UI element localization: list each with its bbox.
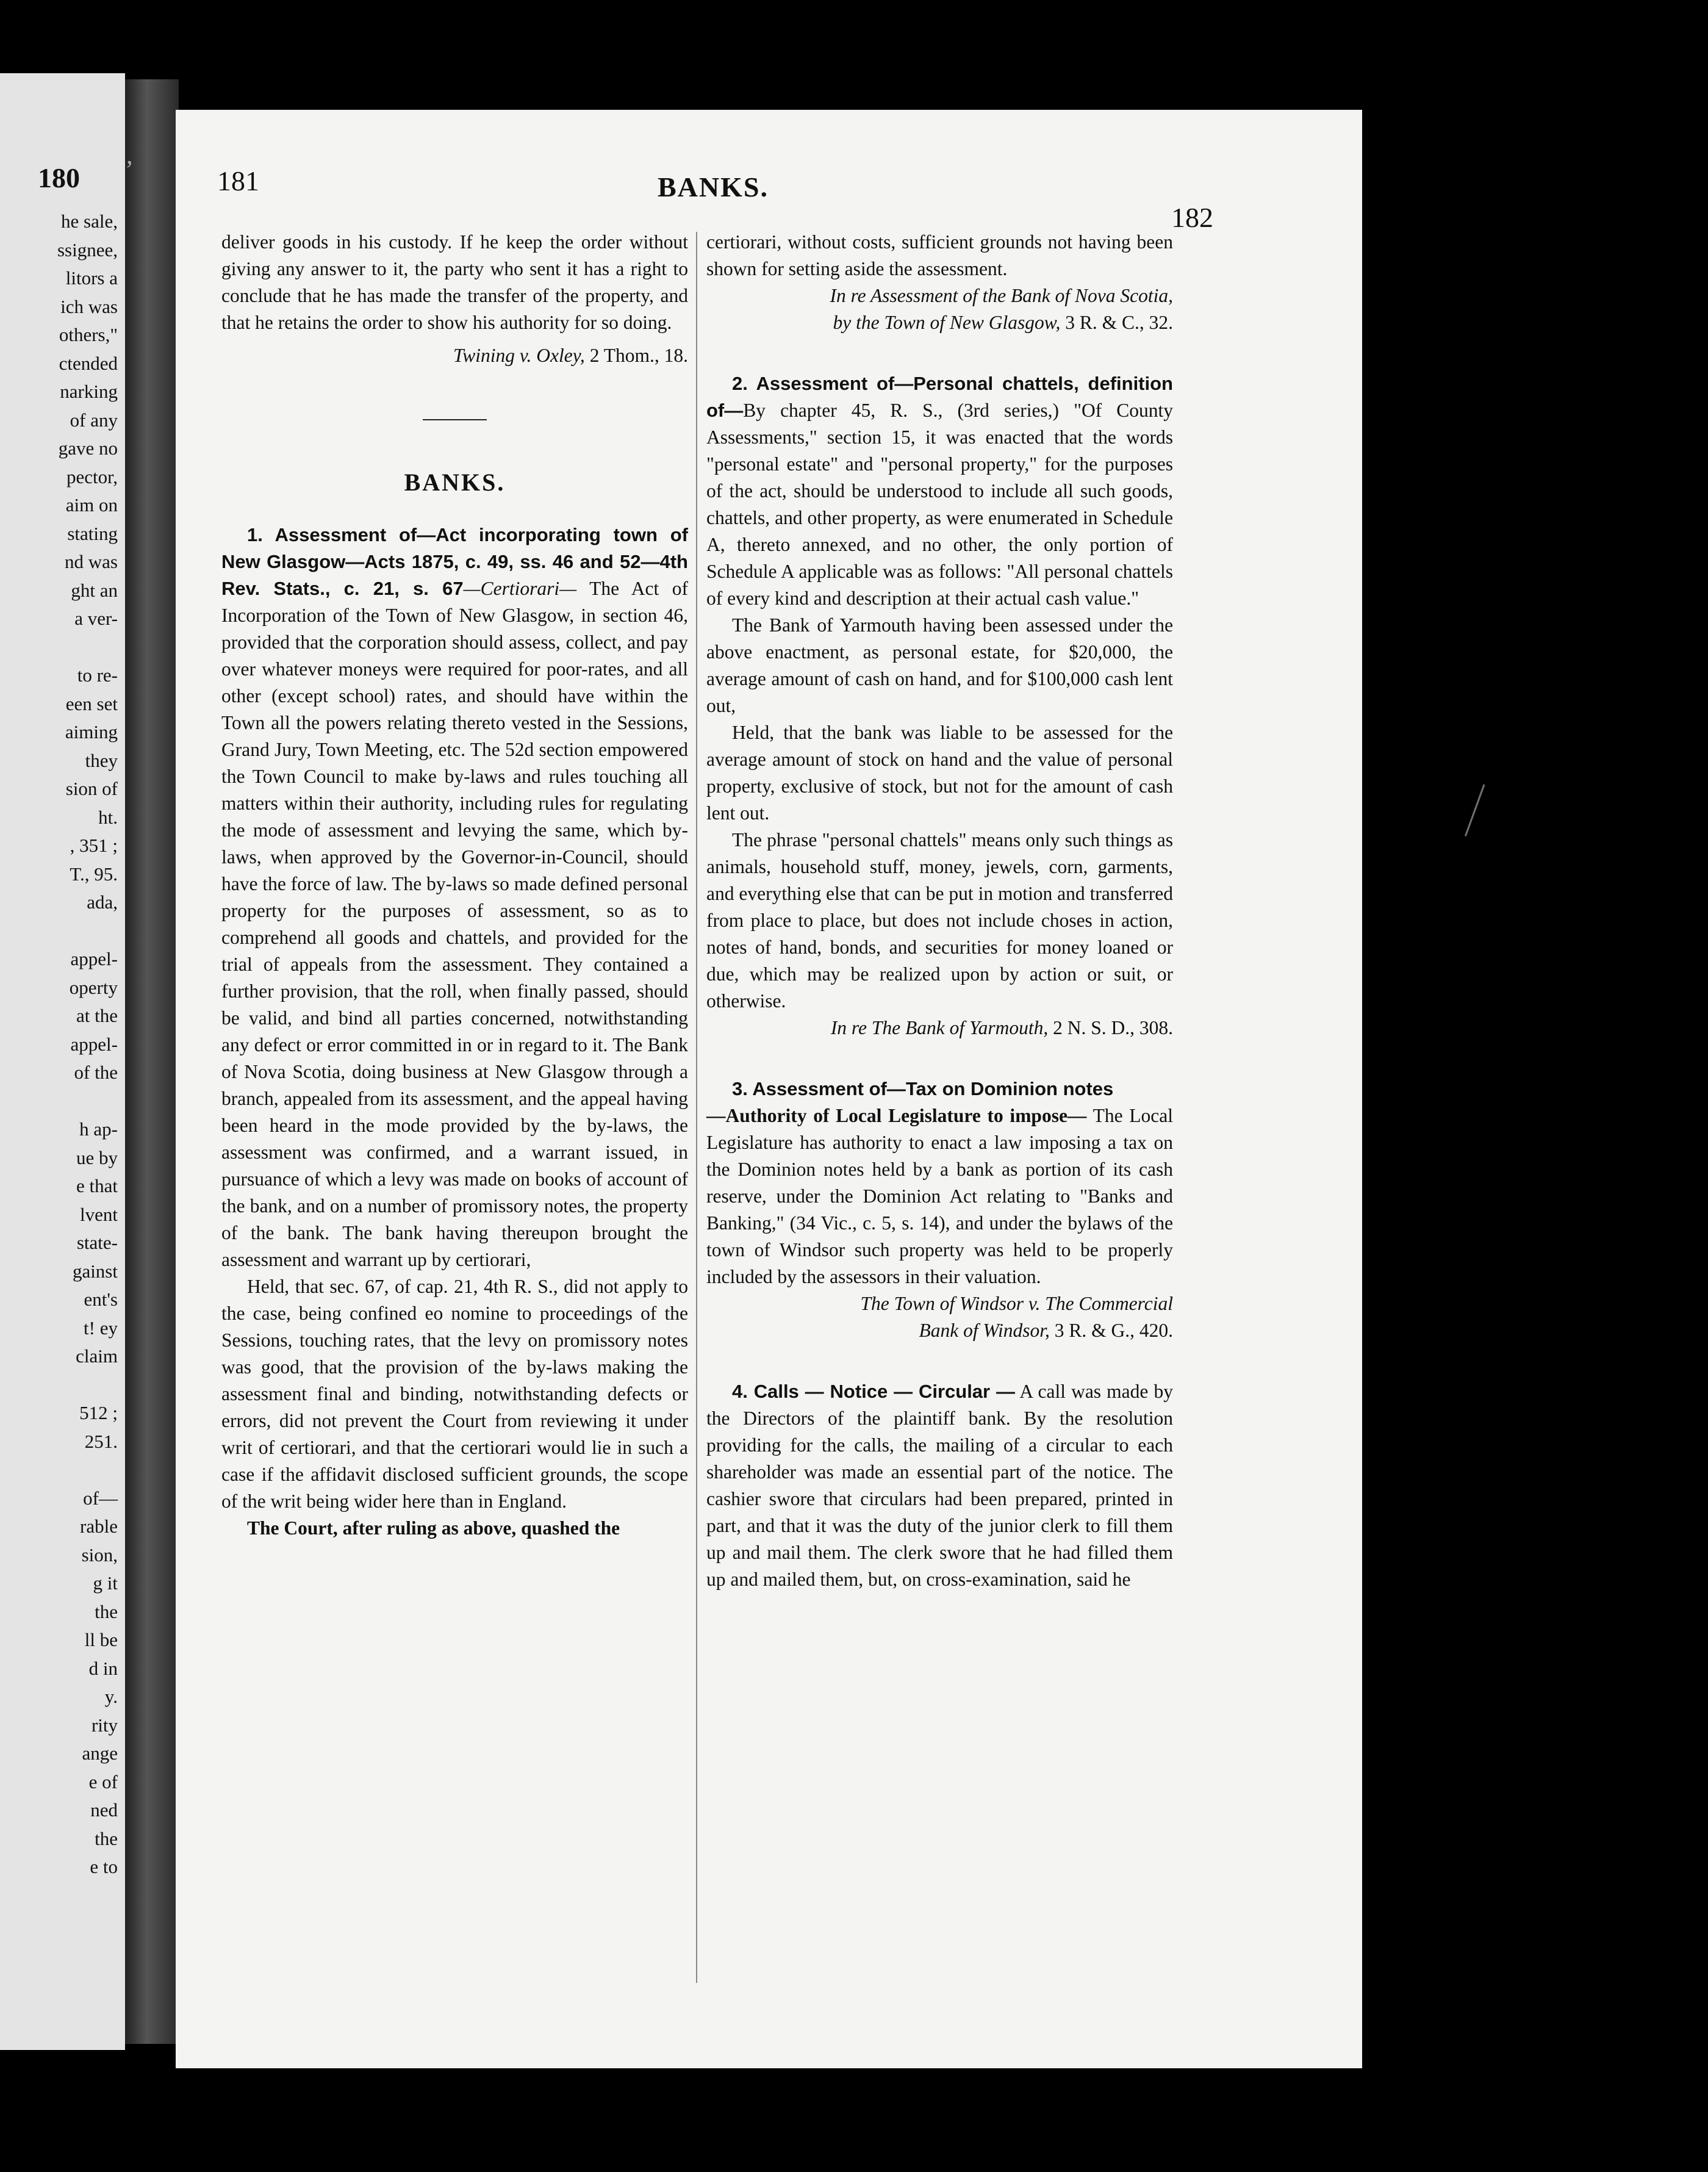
left-page-fragment: ue by	[76, 1146, 118, 1168]
left-page-fragment: stating	[67, 522, 118, 544]
entry-3-citation: The Town of Windsor v. The Commercial Bank of Windsor, 3 R. & G., 420.	[860, 1293, 1173, 1341]
left-page-fragment: ght an	[71, 579, 118, 601]
left-page-fragment: g it	[93, 1572, 118, 1594]
intro-paragraph: deliver goods in his custody. If he keep the order without giving any answer to it, the party who sent it has a right to conclude that he has made the transfer of the property, and that he retains the order to show his authority for so doing.	[221, 231, 688, 333]
entry-1-court: The Court, after ruling as above, quashed the	[247, 1517, 620, 1539]
left-page-fragment: ctended	[59, 352, 118, 374]
left-page-fragment: pector,	[66, 466, 118, 487]
left-page-fragment: aim on	[65, 494, 118, 516]
section-divider	[423, 419, 487, 420]
left-page-fragment: of—	[83, 1487, 118, 1509]
left-page-fragment: at the	[76, 1005, 118, 1026]
continued-citation: In re Assessment of the Bank of Nova Scotia, by the Town of New Glasgow, 3 R. & C., 32.	[830, 285, 1173, 333]
left-page-fragment: appel-	[70, 948, 118, 969]
entry-1-held: Held, that sec. 67, of cap. 21, 4th R. S., did not apply to the case, being confined eo nomine to proceedings of the Sessions, touching rates, that the levy on promissory notes was good, that the provision of the by-laws making the assessment final and binding, notwithstanding defects or errors, did not prevent the Court from reviewing it under writ of certiorari, and that the certiorari would lie in such a case if the affidavit disclosed sufficient grounds, the scope of the writ being wider here than in England.	[221, 1276, 688, 1512]
left-page-fragment: the	[95, 1827, 118, 1849]
left-page-fragment: lvent	[80, 1203, 118, 1225]
column-divider	[696, 232, 697, 1983]
entry-2-paragraph-2: The Bank of Yarmouth having been assessed under the above enactment, as personal estate, for $20,000, the average amount of cash on hand, and for $100,000 cash lent out,	[706, 614, 1173, 716]
left-page-number: 180	[38, 162, 80, 193]
entry-2-heading: 2. Assessment of—Personal chattels, definition of—	[706, 373, 1173, 421]
intro-citation: Twining v. Oxley, 2 Thom., 18.	[453, 345, 688, 366]
left-page-fragment: of the	[74, 1062, 118, 1083]
left-page-fragment: gave no	[58, 437, 118, 459]
entry-3-text: The Local Legislature has authority to enact a law imposing a tax on the Dominion notes held by a bank as portion of its cash reserve, under the Dominion Act relating to "Banks and Banking," (34 Vic., c. 5, s. 14), and under the bylaws of the town of Windsor such property was held to be properly included by the assessors in their valuation.	[706, 1105, 1173, 1287]
entry-2-held: Held, that the bank was liable to be assessed for the average amount of stock on hand and the value of personal property, exclusive of stock, but not for the amount of cash lent out.	[706, 722, 1173, 824]
left-page-fragment: sion,	[81, 1544, 118, 1566]
column-right	[706, 229, 1173, 1593]
left-page-fragment: of any	[70, 409, 118, 431]
left-page-fragment: e of	[88, 1771, 118, 1793]
entry-4	[706, 1378, 1173, 1593]
book-gutter	[125, 79, 179, 2044]
entry-3: 3. Assessment of—Tax on Dominion notes —Authority of Local Legislature to impose— The Local Legislature has authority to enact a law imposing a tax on the Dominion notes held by a bank as portion of its cash reserve, under the Dominion Act relating to "Banks and Banking," (34 Vic., c. 5, s. 14), and under the bylaws of the town of Windsor such property was held to be properly included by the assessors in their valuation.	[706, 1078, 1173, 1287]
left-page-fragment: 512 ;	[79, 1402, 118, 1423]
edge-scratch	[1465, 784, 1508, 844]
gutter-mark: ’	[125, 156, 134, 184]
left-page-fragment: e that	[76, 1175, 118, 1196]
left-page-fragment: ll be	[84, 1629, 118, 1650]
left-page-fragment: appel-	[70, 1033, 118, 1055]
section-title: BANKS.	[404, 469, 506, 496]
left-page-fragment: d in	[88, 1657, 118, 1679]
left-page-fragment: others,"	[59, 324, 118, 345]
facing-page-left	[0, 73, 125, 2050]
page-number-left: 181	[217, 165, 259, 196]
left-page-fragment: claim	[76, 1345, 118, 1367]
left-page-fragment: rable	[80, 1516, 118, 1537]
left-page-fragment: , 351 ;	[70, 835, 118, 856]
left-page-fragment: ssignee,	[57, 239, 118, 261]
left-page-fragment: operty	[69, 976, 118, 998]
running-title: BANKS.	[658, 171, 769, 203]
left-page-fragment: sion of	[65, 778, 118, 799]
left-page-fragment: litors a	[65, 267, 118, 289]
continued-text: certiorari, without costs, sufficient grounds not having been shown for setting aside the assessment.	[706, 231, 1173, 279]
left-page-fragment: they	[85, 749, 118, 771]
left-page-fragment: gainst	[72, 1260, 118, 1282]
left-page-fragment: aiming	[65, 721, 118, 743]
left-page-fragment: the	[95, 1600, 118, 1622]
left-page-fragment: e to	[90, 1856, 118, 1877]
left-page-fragment: state-	[76, 1232, 118, 1253]
left-page-fragment: h ap-	[79, 1118, 118, 1140]
entry-1-text: The Act of Incorporation of the Town of New Glasgow, in section 46, provided that the corporation should assess, collect, and pay over whatever moneys were required for poor-rates, and all other (except school) rates, and should have within the Town all the powers relating thereto vested in the Sessions, Grand Jury, Town Meeting, etc. The 52d section empowered the Town Council to make by-laws and rules touching all matters within their authority, including rules for regulating the mode of assessment and levying the same, which by-laws, when approved by the Governor-in-Council, should have the force of law. The by-laws so made defined personal property for the purposes of assessment, so as to comprehend all goods and chattels, and provided for the trial of appeals from the assessment. They contained a further provision, that the roll, when finally passed, should be valid, and bind all parties concerned, notwithstanding any defect or error committed in or in regard to it. The Bank of Nova Scotia, doing business at New Glasgow through a branch, appealed from its assessment, and the appeal having been heard in the mode provided by the by-laws, the assessment was confirmed, and a warrant issued, in pursuance of which a levy was made on books of account of the bank, and on a number of promissory notes, the property of the bank. The bank having thereupon brought the assessment and warrant up by certiorari,	[221, 578, 688, 1270]
entry-3-heading: 3. Assessment of—Tax on Dominion notes	[732, 1078, 1114, 1099]
left-page-fragment: ent's	[84, 1289, 118, 1310]
entry-4-text: A call was made by the Directors of the plaintiff bank. By the resolution providing for the calls, the mailing of a circular to each shareholder was made an essential part of the notice. The cashier swore that circulars had been prepared, printed in part, and that it was the duty of the junior clerk to fill them up and mail them. The clerk swore that he had filled them up and mailed them, but, on cross-examination, said he	[706, 1381, 1173, 1590]
left-page-fragment: to re-	[77, 664, 118, 686]
main-page	[176, 110, 1362, 2068]
left-page-fragment: ada,	[87, 891, 118, 913]
entry-2-citation: In re The Bank of Yarmouth, 2 N. S. D., 308.	[830, 1017, 1173, 1038]
entry-4-heading: 4. Calls — Notice — Circular —	[732, 1381, 1015, 1402]
left-page-fragment: ange	[82, 1742, 118, 1764]
page-number-right: 182	[1171, 202, 1213, 233]
left-page-fragment: 251.	[84, 1430, 118, 1452]
column-left	[221, 229, 688, 1542]
left-page-fragment: een set	[65, 692, 118, 714]
left-page-fragment: t! ey	[84, 1317, 118, 1339]
left-page-fragment: he sale,	[61, 210, 118, 232]
left-page-fragment: y.	[104, 1686, 118, 1707]
left-page-fragment: T., 95.	[70, 863, 118, 885]
left-page-fragment: ht.	[98, 806, 118, 828]
entry-2-paragraph-3: The phrase "personal chattels" means only such things as animals, household stuff, money, jewels, corn, garments, and everything else that can be put in motion and transferred from place to place, but does not include choses in action, notes of hand, bonds, and securities for money loaned or due, which may be realized upon by action or suit, or otherwise.	[706, 829, 1173, 1012]
left-page-fragment: narking	[60, 381, 118, 402]
left-page-fragment: ned	[90, 1799, 118, 1821]
entry-2: 2. Assessment of—Personal chattels, definition of—By chapter 45, R. S., (3rd series,) "Of County Assessments," section 15, it was enacted that the words "personal estate" and "personal property," for the purposes of the act, should be understood to include all such goods, chattels, and other property, as were enumerated in Schedule A, thereto annexed, and no other, the only portion of Schedule A applicable was as follows: "All personal chattels of every kind and description at their actual cash value."	[706, 373, 1173, 609]
left-page-fragment: nd was	[65, 551, 118, 572]
left-page-fragment: rity	[91, 1714, 118, 1736]
left-page-fragment: ich was	[60, 295, 118, 317]
left-page-fragment: a ver-	[74, 608, 118, 629]
entry-1: 1. Assessment of—Act incorporating town of New Glasgow—Acts 1875, c. 49, ss. 46 and 52—4th Rev. Stats., c. 21, s. 67—Certiorari— The Act of Incorporation of the Town of New Glasgow, in section 46, provided that the corporation should assess, collect, and pay over whatever moneys were required for poor-rates, and all other (except school) rates, and should have within the Town all the powers relating thereto vested in the Sessions, Grand Jury, Town Meeting, etc. The 52d section empowered the Town Council to make by-laws and rules touching all matters within their authority, including rules for regulating the mode of assessment and levying the same, which by-laws, when approved by the Governor-in-Council, should have the force of law. The by-laws so made defined personal property for the purposes of assessment, so as to comprehend all goods and chattels, and provided for the trial of appeals from the assessment. They contained a further provision, that the roll, when finally passed, should be valid, and bind all parties concerned, notwithstanding any defect or error committed in or in regard to it. The Bank of Nova Scotia, doing business at New Glasgow through a branch, appealed from its assessment, and the appeal having been heard in the mode provided by the by-laws, the assessment was confirmed, and a warrant issued, in pursuance of which a levy was made on books of account of the bank, and on a number of promissory notes, the property of the bank. The bank having thereupon brought the assessment and warrant up by certiorari,	[221, 524, 688, 1270]
entry-1-heading: 1. Assessment of—Act incorporating town of New Glasgow—Acts 1875, c. 49, ss. 46 and 52—4th Rev. Stats., c. 21, s. 67	[221, 524, 688, 599]
